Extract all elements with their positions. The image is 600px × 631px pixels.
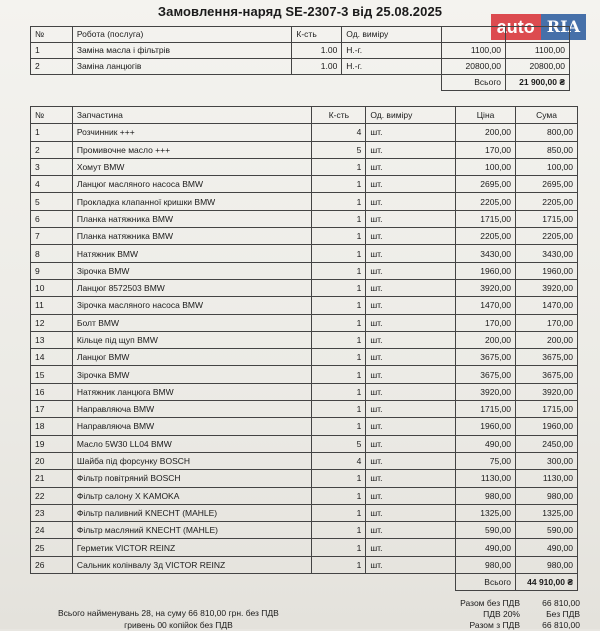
works-cell-unit: Н.-г. xyxy=(342,43,442,59)
works-cell-unit: Н.-г. xyxy=(342,59,442,75)
parts-cell-number: 18 xyxy=(31,418,73,435)
parts-col-unit: Од. виміру xyxy=(366,107,456,124)
parts-cell-name: Болт BMW xyxy=(72,314,312,331)
parts-cell-number: 11 xyxy=(31,297,73,314)
summary-row: Разом без ПДВ 66 810,00 xyxy=(460,598,580,608)
parts-cell-sum: 1325,00 xyxy=(516,504,578,521)
parts-cell-price: 75,00 xyxy=(456,452,516,469)
parts-row xyxy=(31,556,578,573)
works-total-row xyxy=(31,75,570,91)
parts-cell-qty: 1 xyxy=(312,401,366,418)
parts-cell-price: 1715,00 xyxy=(456,210,516,227)
parts-cell-qty: 5 xyxy=(312,435,366,452)
parts-cell-qty: 1 xyxy=(312,297,366,314)
parts-col-qty: К-сть xyxy=(312,107,366,124)
parts-cell-number: 24 xyxy=(31,522,73,539)
parts-cell-sum: 980,00 xyxy=(516,487,578,504)
parts-cell-unit: шт. xyxy=(366,401,456,418)
works-cell-number: 2 xyxy=(31,59,73,75)
parts-row xyxy=(31,141,578,158)
parts-cell-price: 1470,00 xyxy=(456,297,516,314)
parts-cell-price: 3920,00 xyxy=(456,279,516,296)
parts-cell-price: 200,00 xyxy=(456,124,516,141)
summary-block xyxy=(460,598,580,631)
parts-row xyxy=(31,297,578,314)
parts-total-row xyxy=(31,574,578,591)
works-cell-sum: 20800,00 xyxy=(505,59,569,75)
parts-cell-price: 1960,00 xyxy=(456,418,516,435)
works-col-unit: Од. виміру xyxy=(342,27,442,43)
parts-cell-qty: 5 xyxy=(312,141,366,158)
parts-cell-sum: 2205,00 xyxy=(516,228,578,245)
parts-cell-sum: 1130,00 xyxy=(516,470,578,487)
parts-cell-sum: 1715,00 xyxy=(516,210,578,227)
parts-cell-name: Фільтр повітряний BOSCH xyxy=(72,470,312,487)
works-row xyxy=(31,43,570,59)
parts-cell-sum: 850,00 xyxy=(516,141,578,158)
parts-cell-price: 170,00 xyxy=(456,141,516,158)
parts-cell-unit: шт. xyxy=(366,366,456,383)
parts-cell-price: 1715,00 xyxy=(456,401,516,418)
parts-cell-number: 6 xyxy=(31,210,73,227)
parts-cell-number: 25 xyxy=(31,539,73,556)
parts-cell-name: Направляюча BMW xyxy=(72,418,312,435)
parts-row xyxy=(31,366,578,383)
footer-total-words-line2: гривень 00 копійок без ПДВ xyxy=(58,620,233,630)
parts-cell-unit: шт. xyxy=(366,539,456,556)
parts-cell-name: Планка натяжника BMW xyxy=(72,210,312,227)
parts-row xyxy=(31,279,578,296)
parts-row xyxy=(31,331,578,348)
parts-cell-number: 17 xyxy=(31,401,73,418)
parts-cell-unit: шт. xyxy=(366,158,456,175)
parts-row xyxy=(31,193,578,210)
parts-cell-sum: 1960,00 xyxy=(516,418,578,435)
parts-cell-price: 980,00 xyxy=(456,556,516,573)
parts-cell-unit: шт. xyxy=(366,331,456,348)
parts-cell-price: 170,00 xyxy=(456,314,516,331)
parts-cell-qty: 1 xyxy=(312,366,366,383)
parts-cell-price: 200,00 xyxy=(456,331,516,348)
parts-cell-name: Масло 5W30 LL04 BMW xyxy=(72,435,312,452)
parts-cell-sum: 3920,00 xyxy=(516,383,578,400)
parts-cell-sum: 170,00 xyxy=(516,314,578,331)
parts-cell-sum: 980,00 xyxy=(516,556,578,573)
parts-header-row xyxy=(31,107,578,124)
parts-cell-price: 1130,00 xyxy=(456,470,516,487)
parts-cell-sum: 3675,00 xyxy=(516,366,578,383)
parts-cell-unit: шт. xyxy=(366,176,456,193)
parts-cell-name: Хомут BMW xyxy=(72,158,312,175)
works-col-sum xyxy=(505,27,569,43)
parts-row xyxy=(31,418,578,435)
parts-cell-unit: шт. xyxy=(366,504,456,521)
parts-row xyxy=(31,401,578,418)
parts-cell-qty: 1 xyxy=(312,245,366,262)
parts-cell-name: Ланцюг 8572503 BMW xyxy=(72,279,312,296)
parts-cell-price: 1325,00 xyxy=(456,504,516,521)
parts-cell-unit: шт. xyxy=(366,141,456,158)
parts-cell-unit: шт. xyxy=(366,245,456,262)
parts-row xyxy=(31,210,578,227)
parts-cell-number: 23 xyxy=(31,504,73,521)
parts-cell-unit: шт. xyxy=(366,279,456,296)
logo-part-ria: RIA xyxy=(541,14,586,40)
works-col-number: № xyxy=(31,27,73,43)
parts-cell-price: 3675,00 xyxy=(456,349,516,366)
works-cell-price: 1100,00 xyxy=(442,43,506,59)
parts-cell-unit: шт. xyxy=(366,314,456,331)
parts-cell-qty: 1 xyxy=(312,556,366,573)
parts-cell-unit: шт. xyxy=(366,383,456,400)
parts-row xyxy=(31,314,578,331)
parts-cell-name: Планка натяжника BMW xyxy=(72,228,312,245)
parts-cell-sum: 590,00 xyxy=(516,522,578,539)
parts-cell-name: Фільтр паливний KNECHT (MAHLE) xyxy=(72,504,312,521)
works-header-row xyxy=(31,27,570,43)
parts-row xyxy=(31,158,578,175)
parts-row xyxy=(31,176,578,193)
parts-cell-name: Ланцюг BMW xyxy=(72,349,312,366)
parts-cell-qty: 1 xyxy=(312,193,366,210)
summary-row: Разом з ПДВ 66 810,00 xyxy=(469,620,580,630)
works-total-value: 21 900,00 ₴ xyxy=(505,75,569,91)
parts-cell-name: Фільтр масляний KNECHT (MAHLE) xyxy=(72,522,312,539)
parts-cell-name: Зірочка BMW xyxy=(72,366,312,383)
parts-cell-sum: 200,00 xyxy=(516,331,578,348)
parts-row xyxy=(31,245,578,262)
works-cell-qty: 1.00 xyxy=(292,43,342,59)
parts-cell-name: Прокладка клапанної кришки BMW xyxy=(72,193,312,210)
parts-cell-sum: 1960,00 xyxy=(516,262,578,279)
parts-cell-number: 19 xyxy=(31,435,73,452)
parts-cell-sum: 2695,00 xyxy=(516,176,578,193)
parts-cell-number: 10 xyxy=(31,279,73,296)
parts-cell-price: 490,00 xyxy=(456,435,516,452)
parts-cell-name: Розчинник +++ xyxy=(72,124,312,141)
summary-row: ПДВ 20% Без ПДВ xyxy=(483,609,580,619)
parts-cell-unit: шт. xyxy=(366,228,456,245)
parts-total-value: 44 910,00 ₴ xyxy=(516,574,578,591)
parts-cell-number: 7 xyxy=(31,228,73,245)
parts-table xyxy=(30,106,578,591)
parts-cell-price: 3920,00 xyxy=(456,383,516,400)
parts-cell-price: 100,00 xyxy=(456,158,516,175)
parts-cell-qty: 1 xyxy=(312,539,366,556)
parts-total-label: Всього xyxy=(456,574,516,591)
parts-cell-qty: 1 xyxy=(312,504,366,521)
works-row xyxy=(31,59,570,75)
parts-cell-qty: 4 xyxy=(312,124,366,141)
parts-cell-price: 1960,00 xyxy=(456,262,516,279)
parts-row xyxy=(31,522,578,539)
parts-cell-qty: 1 xyxy=(312,349,366,366)
parts-cell-unit: шт. xyxy=(366,435,456,452)
parts-cell-qty: 1 xyxy=(312,176,366,193)
parts-cell-unit: шт. xyxy=(366,193,456,210)
parts-cell-number: 9 xyxy=(31,262,73,279)
parts-cell-name: Натяжник BMW xyxy=(72,245,312,262)
parts-cell-name: Герметик VICTOR REINZ xyxy=(72,539,312,556)
parts-col-price: Ціна xyxy=(456,107,516,124)
parts-row xyxy=(31,539,578,556)
parts-cell-price: 980,00 xyxy=(456,487,516,504)
parts-cell-qty: 1 xyxy=(312,470,366,487)
parts-cell-name: Ланцюг масляного насоса BMW xyxy=(72,176,312,193)
logo-part-auto: auto xyxy=(491,14,541,40)
parts-cell-qty: 1 xyxy=(312,522,366,539)
parts-cell-sum: 1470,00 xyxy=(516,297,578,314)
works-total-label: Всього xyxy=(442,75,506,91)
parts-cell-unit: шт. xyxy=(366,297,456,314)
parts-cell-sum: 800,00 xyxy=(516,124,578,141)
parts-cell-number: 21 xyxy=(31,470,73,487)
works-cell-number: 1 xyxy=(31,43,73,59)
parts-col-number: № xyxy=(31,107,73,124)
parts-cell-number: 15 xyxy=(31,366,73,383)
parts-cell-qty: 4 xyxy=(312,452,366,469)
parts-col-sum: Сума xyxy=(516,107,578,124)
parts-cell-number: 12 xyxy=(31,314,73,331)
parts-cell-unit: шт. xyxy=(366,556,456,573)
parts-cell-qty: 1 xyxy=(312,210,366,227)
parts-cell-name: Кільце під щуп BMW xyxy=(72,331,312,348)
works-cell-name: Заміна масла і фільтрів xyxy=(72,43,292,59)
parts-cell-number: 1 xyxy=(31,124,73,141)
parts-cell-number: 4 xyxy=(31,176,73,193)
parts-cell-name: Сальник колінвалу 3д VICTOR REINZ xyxy=(72,556,312,573)
parts-cell-unit: шт. xyxy=(366,487,456,504)
works-table xyxy=(30,26,570,91)
parts-cell-sum: 490,00 xyxy=(516,539,578,556)
works-cell-qty: 1.00 xyxy=(292,59,342,75)
parts-col-name: Запчастина xyxy=(72,107,312,124)
parts-cell-unit: шт. xyxy=(366,470,456,487)
parts-cell-unit: шт. xyxy=(366,262,456,279)
parts-cell-name: Зірочка BMW xyxy=(72,262,312,279)
parts-cell-unit: шт. xyxy=(366,452,456,469)
parts-cell-sum: 3430,00 xyxy=(516,245,578,262)
parts-cell-number: 26 xyxy=(31,556,73,573)
works-col-name: Робота (послуга) xyxy=(72,27,292,43)
parts-cell-unit: шт. xyxy=(366,124,456,141)
works-col-qty: К-сть xyxy=(292,27,342,43)
parts-cell-price: 2205,00 xyxy=(456,228,516,245)
parts-cell-qty: 1 xyxy=(312,158,366,175)
parts-cell-sum: 3920,00 xyxy=(516,279,578,296)
parts-cell-qty: 1 xyxy=(312,487,366,504)
parts-cell-unit: шт. xyxy=(366,522,456,539)
parts-cell-sum: 2450,00 xyxy=(516,435,578,452)
parts-cell-qty: 1 xyxy=(312,228,366,245)
parts-row xyxy=(31,262,578,279)
parts-row xyxy=(31,504,578,521)
parts-row xyxy=(31,228,578,245)
parts-row xyxy=(31,349,578,366)
parts-cell-number: 22 xyxy=(31,487,73,504)
parts-row xyxy=(31,487,578,504)
parts-row xyxy=(31,124,578,141)
parts-cell-sum: 1715,00 xyxy=(516,401,578,418)
parts-cell-name: Натяжник ланцюга BMW xyxy=(72,383,312,400)
parts-cell-qty: 1 xyxy=(312,262,366,279)
parts-row xyxy=(31,383,578,400)
order-title: Замовлення-наряд SE-2307-3 від 25.08.2025 xyxy=(157,4,443,19)
works-cell-name: Заміна ланцюгів xyxy=(72,59,292,75)
parts-cell-name: Шайба під форсунку BOSCH xyxy=(72,452,312,469)
parts-cell-number: 14 xyxy=(31,349,73,366)
parts-cell-sum: 3675,00 xyxy=(516,349,578,366)
parts-cell-number: 5 xyxy=(31,193,73,210)
parts-cell-qty: 1 xyxy=(312,314,366,331)
parts-cell-price: 490,00 xyxy=(456,539,516,556)
parts-cell-price: 2205,00 xyxy=(456,193,516,210)
parts-cell-unit: шт. xyxy=(366,418,456,435)
parts-cell-name: Направляюча BMW xyxy=(72,401,312,418)
parts-cell-number: 13 xyxy=(31,331,73,348)
parts-row xyxy=(31,470,578,487)
parts-cell-qty: 1 xyxy=(312,279,366,296)
parts-cell-price: 3675,00 xyxy=(456,366,516,383)
parts-cell-sum: 100,00 xyxy=(516,158,578,175)
parts-cell-price: 3430,00 xyxy=(456,245,516,262)
footer-total-words: Всього найменувань 28, на суму 66 810,00 грн. без ПДВ xyxy=(58,608,279,618)
parts-cell-qty: 1 xyxy=(312,383,366,400)
works-cell-price: 20800,00 xyxy=(442,59,506,75)
parts-cell-number: 2 xyxy=(31,141,73,158)
parts-cell-name: Зірочка масляного насоса BMW xyxy=(72,297,312,314)
parts-cell-name: Фільтр салону X KAMOKA xyxy=(72,487,312,504)
parts-cell-unit: шт. xyxy=(366,349,456,366)
parts-cell-number: 8 xyxy=(31,245,73,262)
parts-cell-sum: 2205,00 xyxy=(516,193,578,210)
parts-cell-number: 16 xyxy=(31,383,73,400)
parts-row xyxy=(31,452,578,469)
parts-cell-number: 20 xyxy=(31,452,73,469)
parts-cell-name: Промивочне масло +++ xyxy=(72,141,312,158)
parts-cell-price: 590,00 xyxy=(456,522,516,539)
works-cell-sum: 1100,00 xyxy=(505,43,569,59)
parts-cell-qty: 1 xyxy=(312,331,366,348)
works-col-price xyxy=(442,27,506,43)
parts-row xyxy=(31,435,578,452)
parts-cell-sum: 300,00 xyxy=(516,452,578,469)
parts-cell-number: 3 xyxy=(31,158,73,175)
parts-cell-unit: шт. xyxy=(366,210,456,227)
parts-cell-qty: 1 xyxy=(312,418,366,435)
parts-cell-price: 2695,00 xyxy=(456,176,516,193)
